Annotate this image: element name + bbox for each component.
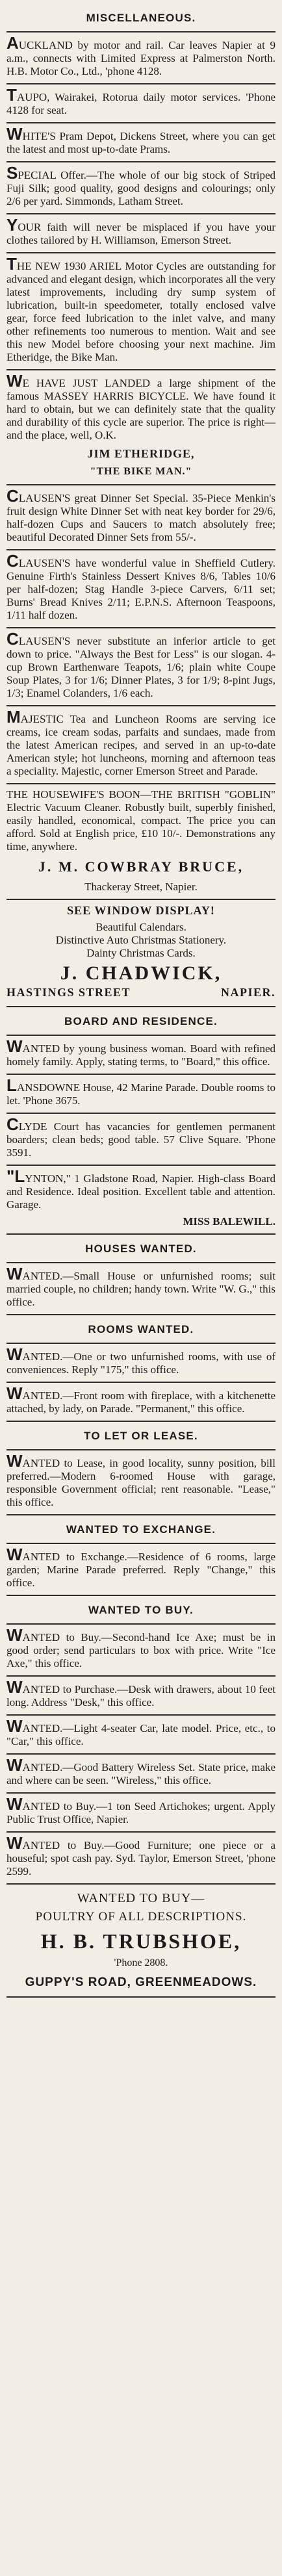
ad-address: Thackeray Street, Napier. (84, 881, 198, 893)
ad-text: LAUSEN'S great Dinner Set Special. 35-Piece Menkin's fruit design White Dinner Set with neat key border for 29/6, half-dozen Cups and Saucers to match absolutely free; beautiful Decorated Dinner Sets from 55/-. (6, 492, 276, 543)
ad-text: ANTED.—Good Battery Wireless Set. State price, make and where can be seen. "Wireless," this office. (6, 1761, 276, 1786)
ad-special-offer-silk (6, 164, 276, 212)
ad-poultry (6, 1886, 276, 1995)
divider (6, 549, 276, 550)
section-heading-houses-wanted: HOUSES WANTED. (85, 1243, 197, 1255)
divider (6, 1233, 276, 1235)
section-heading-to-let: TO LET OR LEASE. (84, 1430, 198, 1442)
advertiser-name: H. B. TRUBSHOE, (40, 1929, 242, 1953)
divider (6, 161, 276, 162)
drop-cap: W (6, 1755, 23, 1775)
drop-cap: M (6, 707, 21, 727)
ad-text: HE NEW 1930 ARIEL Motor Cycles are outstanding for advanced and elegant design, which incorporates all the very latest improvements, including dry sump system of lubrication, built-in speedometer, totally enclosed valve gear, force feed lubrication to the inlet valve, and many other refinements too numerous to mention. Wait and see this new Model before choosing your next machine. Jim Etheridge, the Bike Man. (6, 260, 276, 363)
ad-signature: J. M. COWBRAY BRUCE, (38, 858, 244, 875)
drop-cap: W (6, 1625, 23, 1645)
drop-cap: W (6, 1264, 23, 1283)
ad-desk (6, 1678, 276, 1713)
section-heading-miscellaneous: MISCELLANEOUS. (86, 12, 196, 24)
drop-cap: W (6, 1833, 23, 1853)
ad-text: YNTON," 1 Gladstone Road, Napier. High-class Board and Residence. Ideal position. Excellent table and attention. Garage. (6, 1172, 276, 1211)
ad-text: UCKLAND by motor and rail. Car leaves Napier at 9 a.m., connects with Limited Express at Palmerston North. H.B. Motor Co., Ltd., 'phone 4128. (6, 39, 276, 77)
street: HASTINGS STREET (6, 986, 131, 999)
drop-cap: W (6, 1716, 23, 1736)
ad-text: LAUSEN'S never substitute an inferior article to get down to price. "Always the Best for Less" is our slogan. 4-cup Brown Earthenware Teapots, 1/6; plain white Coupe Soup Plates, 3 for 1/6; Dinner Plates, 3 for 1/9; 8-pint Jugs, 1/3; Enamel Colanders, 1/6 each. (6, 635, 276, 699)
ad-majestic-tea-rooms (6, 708, 276, 782)
ad-line: Beautiful Calendars. (96, 921, 186, 933)
divider (6, 1074, 276, 1075)
ad-text: ANSDOWNE House, 42 Marine Parade. Double rooms to let. 'Phone 3675. (6, 1081, 276, 1107)
ad-clausens-cutlery (6, 552, 276, 626)
divider (6, 1675, 276, 1677)
ad-auckland-motor (6, 34, 276, 82)
drop-cap: L (6, 1075, 17, 1095)
ad-text: ANTED by young business woman. Board with refined homely family. Apply, stating terms, to "Board," this office. (6, 1042, 276, 1068)
ad-text: E HAVE JUST LANDED a large shipment of the famous MASSEY HARRIS BICYCLE. We have found it hard to obtain, but we can definitely state that the quality and durability of this cycle are superior. The price is right—and the place, well, O.K. (6, 377, 276, 441)
divider (6, 1623, 276, 1625)
divider (6, 1449, 276, 1450)
ad-massey-harris (6, 372, 276, 446)
divider (6, 252, 276, 253)
ad-white-prams (6, 125, 276, 160)
drop-cap: W (6, 1545, 23, 1564)
drop-cap: W (6, 1345, 23, 1364)
divider (6, 31, 276, 32)
ad-text: ANTED.—Front room with fireplace, with a kitchenette attached, by lady, on Parade. "Permanent," this office. (6, 1389, 276, 1415)
divider (6, 783, 276, 784)
ad-line: Dainty Christmas Cards. (86, 947, 196, 959)
divider (6, 1883, 276, 1885)
divider (6, 369, 276, 370)
divider (6, 1421, 276, 1422)
ad-text: ANTED to Buy.—1 ton Seed Artichokes; urgent. Apply Public Trust Office, Napier. (6, 1800, 276, 1825)
drop-cap: W (6, 1451, 23, 1471)
divider (6, 627, 276, 628)
ad-address: GUPPY'S ROAD, GREENMEADOWS. (25, 1976, 257, 1989)
ad-small-house (6, 1265, 276, 1313)
town: NAPIER. (220, 986, 276, 999)
drop-cap: W (6, 371, 23, 391)
divider (6, 213, 276, 214)
ad-signature-subtitle: "THE BIKE MAN." (90, 466, 192, 477)
ad-text: ANTED.—Small House or unfurnished rooms; suit married couple, no children; handy town. Write "W. G.," this office. (6, 1270, 276, 1308)
divider (6, 1262, 276, 1263)
ad-clausens-teapots (6, 630, 276, 704)
divider (6, 1006, 276, 1007)
ad-text: ANTED to Purchase.—Desk with drawers, about 10 feet long. Address "Desk," this office. (6, 1683, 276, 1708)
ad-text: HITE'S Pram Depot, Dickens Street, where you can get the latest and most up-to-date Prams. (6, 130, 276, 155)
ad-text: THE HOUSEWIFE'S BOON—THE BRITISH "GOBLIN" Electric Vacuum Cleaner. Robustly built, superbly finished, easily handled, economical, compact. The price you can afford. Sold at English price, £10 10/-. Demonstrations any time, anywhere. (6, 788, 276, 853)
divider (6, 1382, 276, 1383)
advertiser-name: J. CHADWICK, (60, 962, 222, 984)
ad-text: ANTED to Exchange.—Residence of 6 rooms, large garden; Marine Parade preferred. Reply "Change," this office. (6, 1551, 276, 1589)
ad-title: SEE WINDOW DISPLAY! (67, 904, 215, 917)
divider (6, 1831, 276, 1833)
ad-lease-house (6, 1452, 276, 1513)
ad-text: LYDE Court has vacancies for gentlemen permanent boarders; clean beds; good table. 57 Clive Square. 'Phone 3591. (6, 1120, 276, 1159)
ad-furniture (6, 1834, 276, 1882)
ad-wireless-set (6, 1756, 276, 1791)
ad-artichokes (6, 1795, 276, 1830)
ad-line: Distinctive Auto Christmas Stationery. (55, 934, 227, 946)
divider (6, 899, 276, 900)
ad-lansdowne-house (6, 1076, 276, 1111)
ad-tailor (6, 216, 276, 251)
ad-signature: JIM ETHERIDGE, (87, 447, 195, 460)
divider (6, 1543, 276, 1544)
ad-text: ANTED to Buy.—Second-hand Ice Axe; must be in good order; send particulars to box with price. Write "Ice Axe," this office. (6, 1631, 276, 1669)
drop-cap: A (6, 33, 19, 53)
phone-number: 'Phone 2808. (114, 1957, 168, 1968)
drop-cap: W (6, 124, 23, 144)
ad-text: ANTED to Lease, in good locality, sunny position, bill preferred.—Modern 6-roomed House with garage, responsible Government official; rent reasonable. "Lease," this office. (6, 1457, 276, 1508)
section-heading-wanted-to-buy: WANTED TO BUY. (88, 1604, 194, 1616)
divider (6, 1996, 276, 1998)
divider (6, 122, 276, 123)
drop-cap: W (6, 1037, 23, 1056)
drop-cap: C (6, 629, 19, 649)
ad-front-room (6, 1384, 276, 1419)
ad-text: ANTED to Buy.—Good Furniture; one piece or a houseful; spot cash pay. Syd. Taylor, Emerson Street, 'phone 2599. (6, 1839, 276, 1877)
divider (6, 1595, 276, 1596)
ad-taupo-services (6, 86, 276, 121)
divider (6, 1714, 276, 1716)
drop-cap: C (6, 551, 19, 571)
drop-cap: C (6, 486, 19, 506)
drop-cap: W (6, 1677, 23, 1697)
divider (6, 1343, 276, 1344)
ad-exchange-residence (6, 1545, 276, 1593)
divider (6, 705, 276, 706)
drop-cap: T (6, 85, 17, 105)
drop-cap: C (6, 1114, 19, 1134)
ad-chadwick-calendars (6, 901, 276, 1005)
section-heading-exchange: WANTED TO EXCHANGE. (66, 1523, 216, 1536)
drop-cap: W (6, 1384, 23, 1403)
divider (6, 1514, 276, 1515)
ad-goblin-vacuum (6, 786, 276, 857)
ad-board-wanted (6, 1037, 276, 1072)
ad-subtitle: POULTRY OF ALL DESCRIPTIONS. (35, 1910, 247, 1924)
divider (6, 1113, 276, 1114)
section-heading-board: BOARD AND RESIDENCE. (64, 1015, 218, 1027)
ad-text: AUPO, Wairakei, Rotorua daily motor services. 'Phone 4128 for seat. (6, 91, 276, 116)
divider (6, 1165, 276, 1166)
divider (6, 484, 276, 485)
drop-cap: T (6, 254, 17, 274)
ad-text: ANTED.—Light 4-seater Car, late model. Price, etc., to "Car," this office. (6, 1722, 276, 1747)
ad-car (6, 1717, 276, 1752)
ad-ice-axe (6, 1626, 276, 1674)
ad-clyde-court (6, 1115, 276, 1163)
ad-signature: MISS BALEWILL. (183, 1215, 276, 1228)
ad-text: PECIAL Offer.—The whole of our big stock of Striped Fuji Silk; good quality, good designs and colourings; only 2/6 per yard. Simmonds, Latham Street. (6, 169, 276, 207)
ad-unfurnished-rooms (6, 1345, 276, 1380)
divider (6, 1035, 276, 1036)
ad-text: AJESTIC Tea and Luncheon Rooms are serving ice creams, ice cream sodas, parfaits and sundaes, made from the latest American recipes, and served in an up-to-date American style; hot luncheons, morning and afternoon teas a speciality. Majestic, corner Emerson Street and Parade. (6, 713, 276, 777)
drop-cap: W (6, 1794, 23, 1814)
ad-lynton (6, 1167, 276, 1215)
ad-title: WANTED TO BUY— (77, 1891, 205, 1905)
divider (6, 83, 276, 84)
ad-text: LAUSEN'S have wonderful value in Sheffield Cutlery. Genuine Firth's Stainless Dessert Knives 8/6, Tables 10/6 per half-dozen; Stag Handle 3-piece Carvers, 6/11 set; Burns' Bread Knives 2/11; E.P.N.S. Afternoon Teaspoons, 1/11 half dozen. (6, 557, 276, 621)
divider (6, 1314, 276, 1315)
drop-cap: Y (6, 215, 18, 235)
ad-clausens-dinner-set (6, 487, 276, 548)
ad-text: ANTED.—One or two unfurnished rooms, with use of conveniences. Reply "175," this office. (6, 1350, 276, 1376)
ad-address (6, 985, 276, 1005)
section-heading-rooms-wanted: ROOMS WANTED. (88, 1323, 194, 1335)
divider (6, 1792, 276, 1794)
ad-text: OUR faith will never be misplaced if you have your clothes tailored by H. Williamson, Emerson Street. (6, 221, 276, 246)
divider (6, 1753, 276, 1755)
ad-ariel-motorcycles (6, 255, 276, 368)
drop-cap: "L (6, 1166, 25, 1186)
drop-cap: S (6, 163, 18, 183)
